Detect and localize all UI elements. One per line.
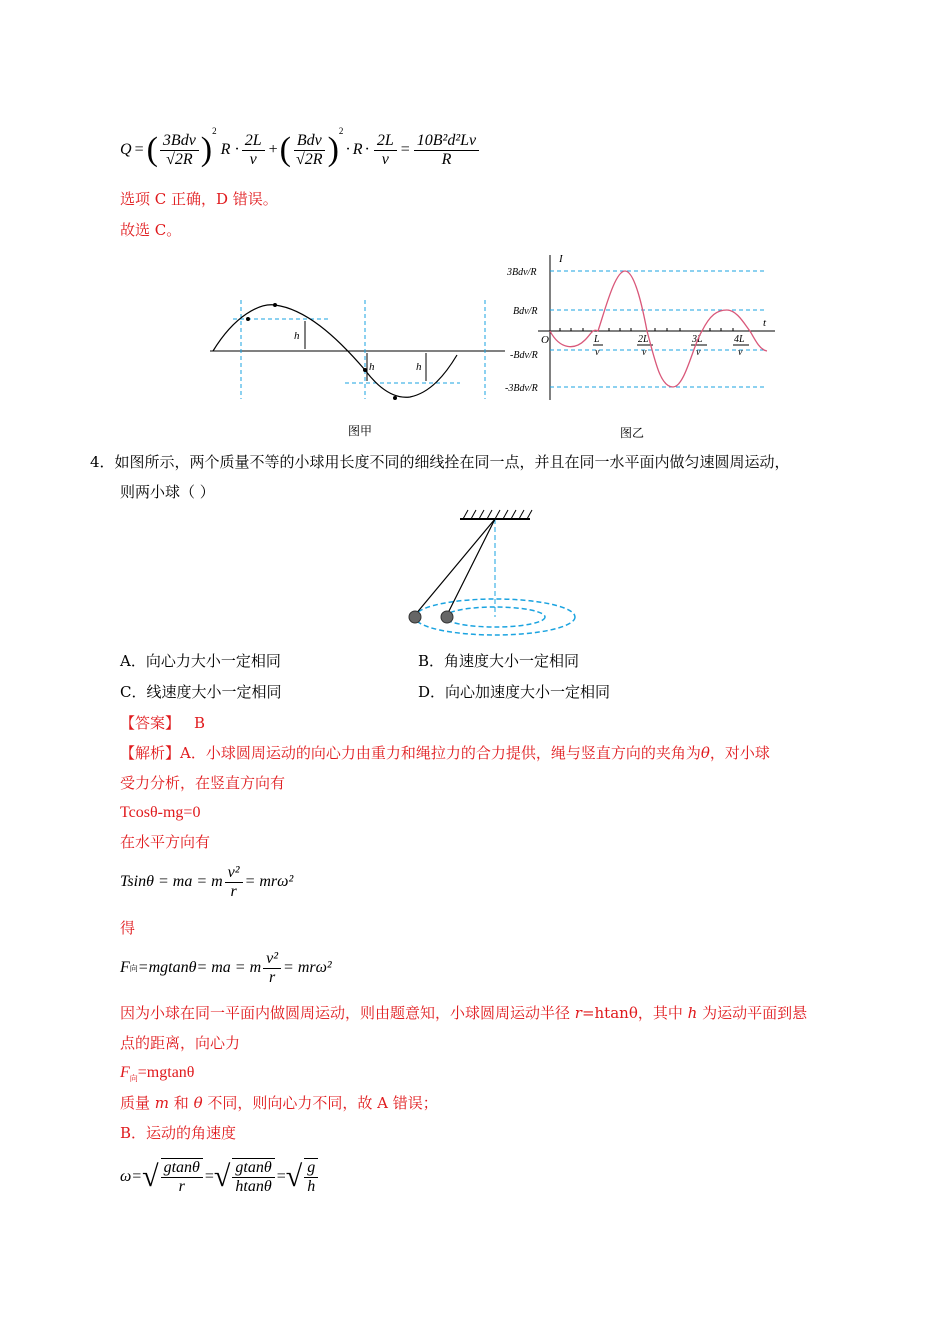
q-exp-2: 2 [338, 126, 344, 136]
chosen-answer-line: 故选 C。 [120, 221, 182, 239]
option-c: C．线速度大小一定相同 [120, 683, 282, 701]
q-f1-den: v [249, 150, 257, 168]
p7b: 和 [169, 1094, 194, 1112]
analysis-p5 [120, 1002, 807, 1024]
question-4 [90, 451, 790, 473]
eq2-rhs: = mrω² [244, 873, 294, 890]
x-tick-num: 4L [734, 334, 745, 345]
equation-force [120, 1062, 194, 1090]
eq3-mid: =mgtanθ= ma = m [137, 959, 262, 976]
eq5-n2: gtanθ [232, 1159, 274, 1178]
eq3-lhs: F [120, 959, 130, 976]
x-axis-label: t [763, 317, 767, 329]
q-f2-num: 2L [374, 132, 397, 151]
question-text-1: 如图所示，两个质量不等的小球用长度不同的细线拴在同一点，并且在同一水平面内做匀速圆周运动， [114, 453, 790, 471]
ceiling-hatch [463, 510, 532, 519]
analysis-p2: 受力分析，在竖直方向有 [120, 774, 286, 792]
q-p2-num: Bdv [294, 132, 325, 151]
wave-point [246, 317, 250, 321]
eq3-rhs: = mrω² [283, 959, 332, 976]
option-a: A．向心力大小一定相同 [120, 652, 281, 670]
p5a: 因为小球在同一平面内做圆周运动，则由题意知，小球圆周运动半径 [120, 1004, 575, 1022]
analysis-p6: 点的距离，向心力 [120, 1034, 241, 1052]
eq3-sub: 向 [129, 963, 138, 973]
eq5-d2: htanθ [235, 1178, 272, 1195]
x-tick-num: L [594, 334, 600, 345]
y-axis-label: I [559, 253, 563, 265]
analysis-p1 [120, 742, 770, 764]
p7a: 质量 [120, 1094, 155, 1112]
h-label: h [369, 361, 375, 373]
option-d: D．向心加速度大小一定相同 [418, 683, 611, 701]
q-f1-num: 2L [242, 132, 265, 151]
equation-horizontal [120, 860, 293, 904]
formula-q-lhs: Q [120, 141, 132, 158]
h-label: h [416, 361, 422, 373]
answer-line [120, 712, 205, 734]
analysis-p8: B．运动的角速度 [120, 1124, 237, 1142]
eq5-d3: h [307, 1178, 316, 1195]
y-tick-label: 3Bdv/R [507, 267, 537, 278]
q-res-den: R [441, 150, 452, 168]
origin-label: O [541, 334, 549, 346]
eq4-rhs: =mgtanθ [137, 1064, 195, 1081]
question-number: 4． [90, 453, 115, 471]
x-tick-den: v [642, 347, 647, 358]
equation-vertical: Tcosθ-mg=0 [120, 804, 201, 821]
equation-centripetal [120, 946, 332, 990]
wave-point [393, 396, 397, 400]
short-string [447, 519, 495, 615]
q-f2-den: v [381, 150, 389, 168]
q-r-2: R [352, 141, 363, 158]
y-tick-label: Bdv/R [513, 306, 538, 317]
r-symbol: r [574, 1004, 582, 1022]
eq4-lhs: F [120, 1064, 130, 1081]
p5b: =htanθ，其中 [581, 1004, 688, 1022]
eq5-lhs: ω= [120, 1168, 143, 1185]
x-tick-den: v [696, 347, 701, 358]
eq3-num: v² [263, 950, 281, 969]
analysis-p1b: ，对小球 [709, 744, 770, 762]
option-cd-result: 选项 C 正确，D 错误。 [120, 190, 278, 208]
figure-jia [205, 295, 510, 405]
eq4-sub: 向 [129, 1074, 138, 1084]
formula-q: Q = ( $\frac{\text{3Bdv}}{√2R}$ ) 2 R · $\frac{2L}{v}$ + ( $\frac{\text{Bdv}}{√2R}$ ) 2 · R · $\frac{2L}{v}$ = $\frac{\text{10B²d²Lv}}{R}$ [120, 122, 481, 178]
y-tick-label: -3Bdv/R [505, 383, 538, 394]
theta-symbol: θ [193, 1094, 203, 1112]
q-p1-num: 3Bdv [160, 132, 199, 151]
analysis-label: 【解析】 [120, 744, 181, 762]
figure-yi [505, 250, 790, 405]
conical-pendulum-figure [405, 505, 585, 640]
q-res-num: 10B²d²Lv [414, 132, 479, 151]
q-r-1: R [220, 141, 231, 158]
eq2-lhs: Tsinθ = ma = m [120, 873, 223, 890]
h-label: h [294, 330, 300, 342]
eq3-den: r [268, 968, 276, 986]
equation-omega: ω= √ $\frac{gtan\theta}{r}$ = √ $\frac{gtan\theta}{htan\theta}$ = √ $\frac{g}{h}$ [120, 1152, 320, 1202]
ball-small-orbit [441, 611, 453, 623]
q-p2-den: 2R [304, 150, 323, 168]
q-p1-den: 2R [174, 150, 193, 168]
x-tick-num: 2L [638, 334, 649, 345]
long-string [415, 519, 495, 615]
h-symbol: h [687, 1004, 698, 1022]
eq5-d1: r [178, 1178, 185, 1195]
x-tick-num: 3L [692, 334, 703, 345]
x-tick-den: v [595, 347, 600, 358]
y-tick-label: -Bdv/R [510, 350, 538, 361]
eq5-n1: gtanθ [161, 1159, 203, 1178]
q-exp-1: 2 [212, 126, 217, 136]
question-text-2: 则两小球（ ） [120, 483, 215, 501]
option-b: B．角速度大小一定相同 [418, 652, 580, 670]
analysis-p4: 得 [120, 919, 136, 937]
caption-yi: 图乙 [620, 426, 645, 440]
wave-point [273, 303, 277, 307]
analysis-p3: 在水平方向有 [120, 833, 211, 851]
answer-label: 【答案】 [120, 714, 181, 732]
theta-symbol: θ [700, 744, 710, 762]
analysis-p1a: A．小球圆周运动的向心力由重力和绳拉力的合力提供，绳与竖直方向的夹角为 [180, 744, 701, 762]
x-tick-den: v [738, 347, 743, 358]
p7c: 不同，则向心力不同，故 A 错误； [202, 1094, 438, 1112]
ball-large-orbit [409, 611, 421, 623]
analysis-p7 [120, 1092, 438, 1114]
wave-point [363, 368, 367, 372]
eq2-num: v² [225, 864, 243, 883]
p5c: 为运动平面到悬 [697, 1004, 808, 1022]
m-symbol: m [154, 1094, 170, 1112]
eq5-n3: g [304, 1159, 318, 1178]
caption-jia: 图甲 [348, 424, 373, 438]
answer-value: B [194, 714, 206, 732]
eq2-den: r [230, 882, 237, 900]
